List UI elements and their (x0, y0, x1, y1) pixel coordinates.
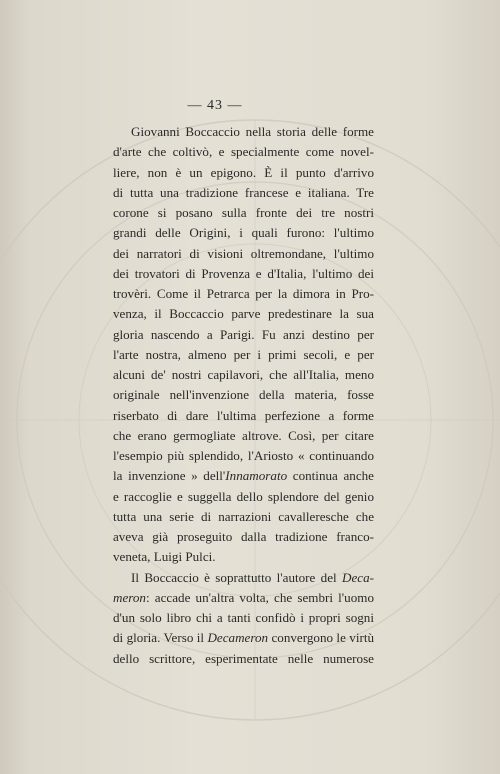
page-number: — 43 — (187, 98, 243, 113)
text-line: veneta, Luigi Pulci. (113, 549, 216, 565)
text-line: che erano germogliate altrove. Così, per citare (113, 427, 374, 443)
text-line: l'arte nostra, almeno per i primi secoli, e per (113, 346, 374, 362)
text-line (113, 588, 374, 608)
text-segment: Il Boccaccio è soprattutto l'autore del (131, 569, 342, 585)
italic-title: Deca- (342, 569, 374, 585)
text-line: l'esempio più splendido, l'Ariosto « continuando (113, 448, 374, 463)
text-line (113, 628, 374, 648)
text-line: tutta una serie di narrazioni cavalleresche che (113, 508, 374, 524)
text-line (113, 466, 374, 486)
text-line: alcuni de' nostri capilavori, che all'Italia, meno (113, 367, 374, 382)
text-line: d'un solo libro chi a tanti confidò i propri sogni (113, 610, 374, 625)
text-line: trovèri. Come il Petrarca per la dimora in Pro- (113, 286, 374, 301)
text-segment: continua anche (287, 468, 374, 484)
text-line: riserbato di dare l'ultima perfezione a forme (113, 407, 374, 423)
text-line: liere, non è un epigono. È il punto d'arrivo (113, 164, 374, 180)
text-line: di tutta una tradizione francese e italiana. Tre (113, 184, 374, 200)
text-segment: di gloria. Verso il (113, 630, 208, 646)
text-line: dei trovatori di Provenza e d'Italia, l'ultimo dei (113, 265, 374, 281)
text-line: dei narratori di visioni oltremondane, l'ultimo (113, 245, 374, 261)
text-line: Giovanni Boccaccio nella storia delle forme (131, 124, 374, 139)
text-line: aveva già proseguito dalla tradizione franco- (113, 529, 374, 544)
italic-title: Innamorato (225, 468, 288, 484)
text-line (113, 568, 374, 588)
text-segment: : accade un'altra volta, che sembri l'uomo (145, 589, 374, 605)
body-text (113, 122, 374, 669)
text-line: gloria nascendo a Parigi. Fu anzi destino per (113, 326, 374, 342)
text-segment: convergono le virtù (268, 630, 375, 646)
text-line: d'arte che coltivò, e specialmente come novel- (113, 144, 374, 160)
italic-title: meron (113, 589, 146, 605)
text-segment: la invenzione » dell' (113, 468, 226, 484)
text-line: grandi delle Origini, i quali furono: l'ultimo (113, 225, 374, 241)
text-line: originale nell'invenzione della materia, fosse (113, 387, 374, 403)
text-line: venza, il Boccaccio parve predestinare la sua (113, 306, 374, 322)
text-line: corone si posano sulla fronte dei tre nostri (113, 205, 374, 220)
italic-title: Decameron (207, 630, 269, 646)
text-line: e raccoglie e suggella dello splendore del genio (113, 488, 374, 504)
text-line: dello scrittore, esperimentate nelle numerose (113, 650, 374, 666)
